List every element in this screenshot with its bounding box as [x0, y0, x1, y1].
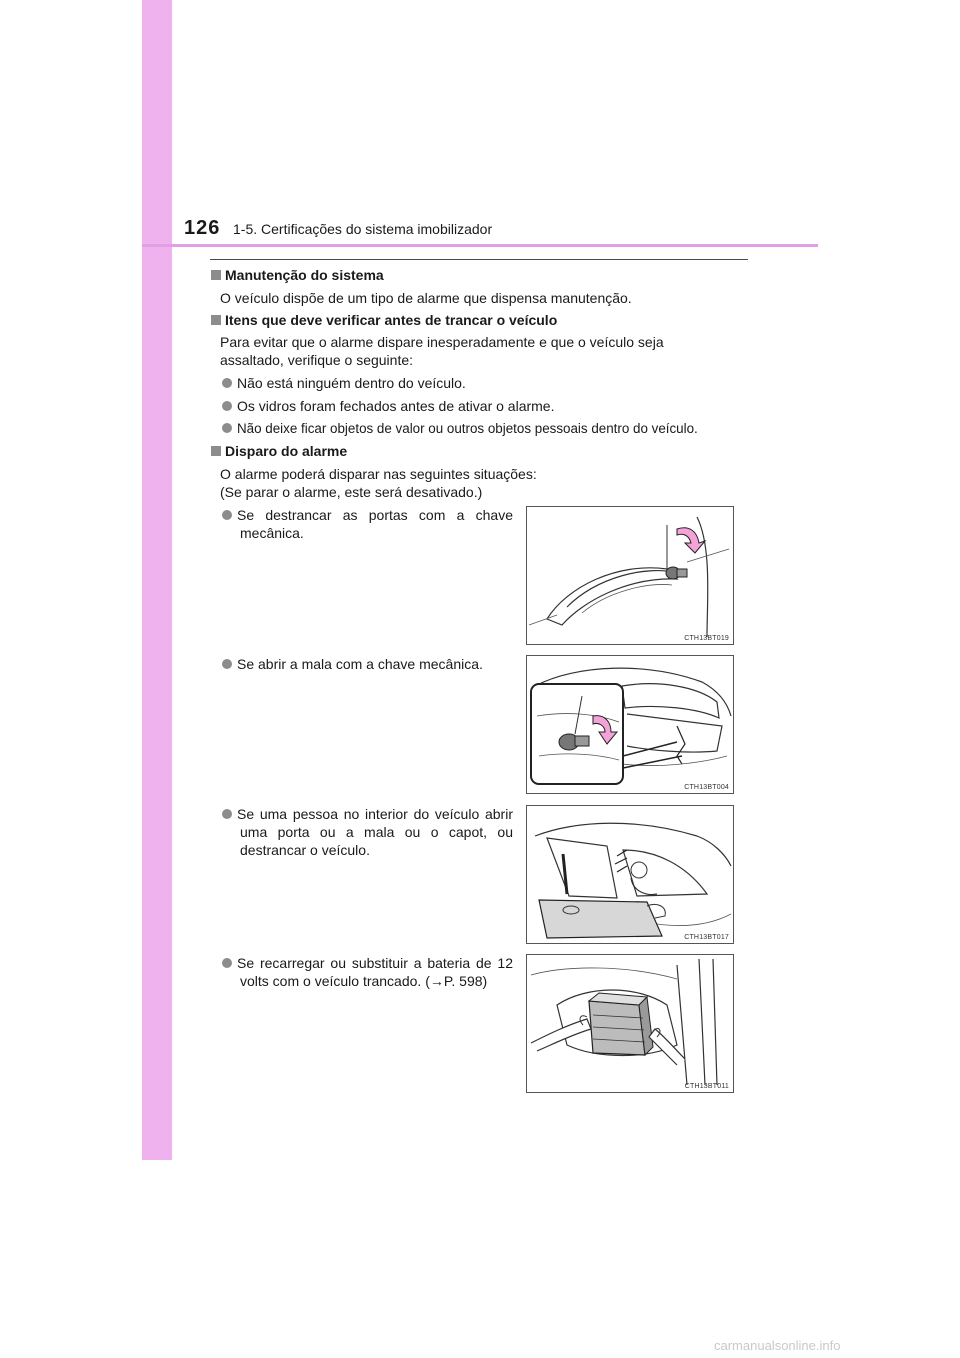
round-bullet-icon [222, 401, 232, 411]
figure-code: CTH13BT019 [684, 635, 729, 642]
figure-code: CTH13BT017 [684, 934, 729, 941]
watermark: carmanualsonline.info [714, 1338, 841, 1353]
list-item: Os vidros foram fechados antes de ativar o alarme. [222, 397, 554, 415]
section-heading-alarm-trigger: Disparo do alarme [211, 443, 347, 459]
round-bullet-icon [222, 659, 232, 669]
chapter-sidebar-tab [142, 0, 172, 1160]
round-bullet-icon [222, 958, 232, 968]
section-heading-maintenance: Manutenção do sistema [211, 267, 384, 283]
figure-door-key-unlock [526, 506, 734, 645]
list-item: Se recarregar ou substituir a bateria de 12 volts com o veículo trancado. (→P. 598) [222, 954, 513, 990]
page-number: 126 [184, 217, 221, 239]
trigger-text-line-1: O alarme poderá disparar nas seguintes situações: [220, 466, 537, 482]
list-item: Não está ninguém dentro do veículo. [222, 374, 466, 392]
figure-person-inside-opens-door [526, 805, 734, 944]
square-bullet-icon [211, 315, 221, 325]
square-bullet-icon [211, 270, 221, 280]
round-bullet-icon [222, 809, 232, 819]
figure-code: CTH13BT011 [684, 1083, 729, 1090]
trigger-text-line-2: (Se parar o alarme, este será desativado.) [220, 484, 483, 500]
section-heading-checks: Itens que deve verificar antes de trancar o veículo [211, 312, 557, 328]
content-rule [210, 259, 748, 260]
figure-battery-replacement [526, 954, 734, 1093]
figure-trunk-key-open [526, 655, 734, 794]
round-bullet-icon [222, 423, 232, 433]
list-item: Se abrir a mala com a chave mecânica. [222, 655, 512, 673]
checks-text-line-1: Para evitar que o alarme dispare inesperadamente e que o veículo seja [220, 334, 664, 350]
round-bullet-icon [222, 510, 232, 520]
section-title: 1-5. Certificações do sistema imobilizador [233, 221, 493, 237]
list-item: Não deixe ficar objetos de valor ou outros objetos pessoais dentro do veículo. [222, 420, 698, 438]
maintenance-text: O veículo dispõe de um tipo de alarme que dispensa manutenção. [220, 290, 632, 306]
round-bullet-icon [222, 378, 232, 388]
square-bullet-icon [211, 446, 221, 456]
header-rule [142, 244, 818, 247]
list-item: Se uma pessoa no interior do veículo abrir uma porta ou a mala ou o capot, ou destrancar o veículo. [222, 805, 513, 859]
list-item: Se destrancar as portas com a chave mecânica. [222, 506, 513, 542]
figure-code: CTH13BT004 [684, 784, 729, 791]
checks-text-line-2: assaltado, verifique o seguinte: [220, 352, 414, 368]
